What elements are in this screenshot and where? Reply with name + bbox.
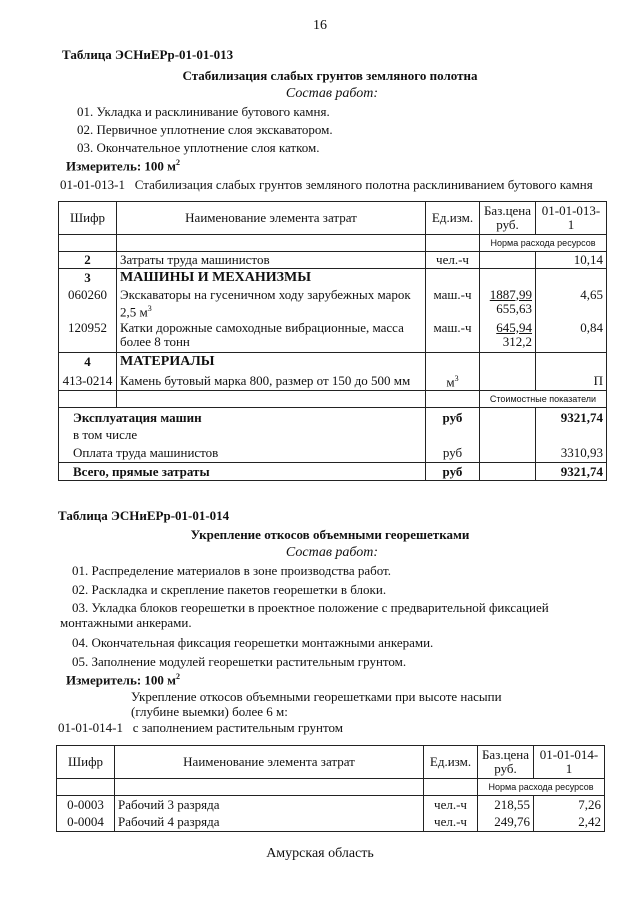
table2-step-2: 02. Раскладка и скрепление пакетов георешетки в блоки. <box>72 582 387 597</box>
table2-code: 01-01-014-1 <box>58 720 123 735</box>
table2-group-desc: Укрепление откосов объемными георешетками при высоте насыпи (глубине выемки) более 6 м: <box>131 689 502 719</box>
table-row <box>59 320 607 353</box>
row-value: 0,84 <box>536 320 607 353</box>
row-unit: маш.-ч <box>426 287 480 320</box>
cost-value: 3310,93 <box>536 444 607 463</box>
cost-row <box>59 408 607 427</box>
row-code: 060260 <box>59 287 117 320</box>
norm-label: Норма расхода ресурсов <box>478 779 605 796</box>
row-name: Камень бутовый марка 800, размер от 150 до 500 мм <box>117 371 426 391</box>
row-name: Экскаваторы на гусеничном ходу зарубежных марок 2,5 $м^3$ <box>117 287 426 320</box>
row-name: Рабочий 4 разряда <box>115 814 424 832</box>
row-price: 1887,99 655,63 <box>480 287 536 320</box>
table2-step-3: 03. Укладка блоков георешетки в проектное положение с предварительной фиксацией монтажными анкерами. <box>60 600 549 630</box>
row-value: 4,65 <box>536 287 607 320</box>
table-row <box>59 269 607 287</box>
row-price: 249,76 <box>478 814 534 832</box>
table1-title: Стабилизация слабых грунтов земляного полотна <box>182 68 478 83</box>
row-price: 645,94 312,2 <box>480 320 536 353</box>
table1-meter: Измеритель: 100 $м^2$ <box>66 158 181 174</box>
cost-name: Эксплуатация машин <box>59 408 426 427</box>
cost-unit: руб <box>426 444 480 463</box>
row-unit: маш.-ч <box>426 320 480 353</box>
page-footer: Амурская область <box>266 846 374 861</box>
table-row <box>59 287 607 320</box>
row-value: 2,42 <box>534 814 605 832</box>
col-price-header: Баз.цена руб. <box>478 746 534 779</box>
row-code: 0-0003 <box>57 796 115 814</box>
row-unit: чел.-ч <box>426 252 480 269</box>
table2-code-desc: с заполнением растительным грунтом <box>132 720 343 735</box>
col-unit-header: Ед.изм. <box>424 746 478 779</box>
cost-unit: руб <box>426 408 480 427</box>
row-name: МАТЕРИАЛЫ <box>117 353 426 371</box>
table1-header-row <box>59 202 607 235</box>
table2-resource-table <box>56 745 605 832</box>
table1-composition-label: Состав работ: <box>285 86 379 101</box>
table2-heading: Таблица ЭСНиЕРр-01-01-014 <box>58 508 230 523</box>
row-code: 2 <box>59 252 117 269</box>
row-code: 120952 <box>59 320 117 353</box>
table2-title: Укрепление откосов объемными георешетками <box>190 527 470 542</box>
cost-row <box>59 444 607 463</box>
row-name: Катки дорожные самоходные вибрационные, масса более 8 тонн <box>117 320 426 353</box>
table-row <box>59 353 607 371</box>
table-row <box>59 252 607 269</box>
row-unit: $м^3$ <box>426 371 480 391</box>
table2-step-1: 01. Распределение материалов в зоне производства работ. <box>72 563 392 578</box>
cost-name: в том числе <box>59 427 426 444</box>
col-name-header: Наименование элемента затрат <box>117 202 426 235</box>
table2-header-row <box>57 746 605 779</box>
total-row <box>59 463 607 481</box>
table-row <box>57 814 605 832</box>
row-value: 10,14 <box>536 252 607 269</box>
row-code: 4 <box>59 353 117 371</box>
col-name-header: Наименование элемента затрат <box>115 746 424 779</box>
table1-step-1: 01. Укладка и расклинивание бутового камня. <box>77 104 330 119</box>
table2-composition-label: Состав работ: <box>285 545 379 560</box>
table1-heading: Таблица ЭСНиЕРр-01-01-013 <box>62 47 234 62</box>
table1-resource-table <box>58 201 607 481</box>
table1-code: 01-01-013-1 <box>60 177 125 192</box>
cost-unit: руб <box>426 463 480 481</box>
row-price: 218,55 <box>478 796 534 814</box>
col-value-header: 01-01-013-1 <box>536 202 607 235</box>
table2-code-line <box>58 720 343 736</box>
col-code-header: Шифр <box>57 746 115 779</box>
col-value-header: 01-01-014-1 <box>534 746 605 779</box>
cost-value: 9321,74 <box>536 463 607 481</box>
col-code-header: Шифр <box>59 202 117 235</box>
table1-step-3: 03. Окончательное уплотнение слоя катком. <box>77 140 320 155</box>
norm-label: Норма расхода ресурсов <box>480 235 607 252</box>
row-unit: чел.-ч <box>424 814 478 832</box>
cost-name: Всего, прямые затраты <box>59 463 426 481</box>
col-price-header: Баз.цена руб. <box>480 202 536 235</box>
row-name: Рабочий 3 разряда <box>115 796 424 814</box>
table2-step-5: 05. Заполнение модулей георешетки растительным грунтом. <box>72 654 407 669</box>
table1-code-desc: Стабилизация слабых грунтов земляного полотна расклиниванием бутового камня <box>134 177 593 192</box>
table-row <box>57 796 605 814</box>
row-code: 0-0004 <box>57 814 115 832</box>
table1-code-line <box>60 177 593 193</box>
col-unit-header: Ед.изм. <box>426 202 480 235</box>
row-value: П <box>536 371 607 391</box>
row-unit: чел.-ч <box>424 796 478 814</box>
row-code: 3 <box>59 269 117 287</box>
table2-step-4: 04. Окончательная фиксация георешетки монтажными анкерами. <box>72 635 434 650</box>
cost-value: 9321,74 <box>536 408 607 427</box>
table1-step-2: 02. Первичное уплотнение слоя экскаватором. <box>77 122 333 137</box>
row-value: 7,26 <box>534 796 605 814</box>
row-code: 413-0214 <box>59 371 117 391</box>
cost-name: Оплата труда машинистов <box>59 444 426 463</box>
row-name: Затраты труда машинистов <box>117 252 426 269</box>
table2-meter: Измеритель: 100 $м^2$ <box>66 672 181 688</box>
row-name: МАШИНЫ И МЕХАНИЗМЫ <box>117 269 426 287</box>
cost-label: Стоимостные показатели <box>480 391 607 408</box>
page-number: 16 <box>313 18 327 33</box>
table-row <box>59 371 607 391</box>
